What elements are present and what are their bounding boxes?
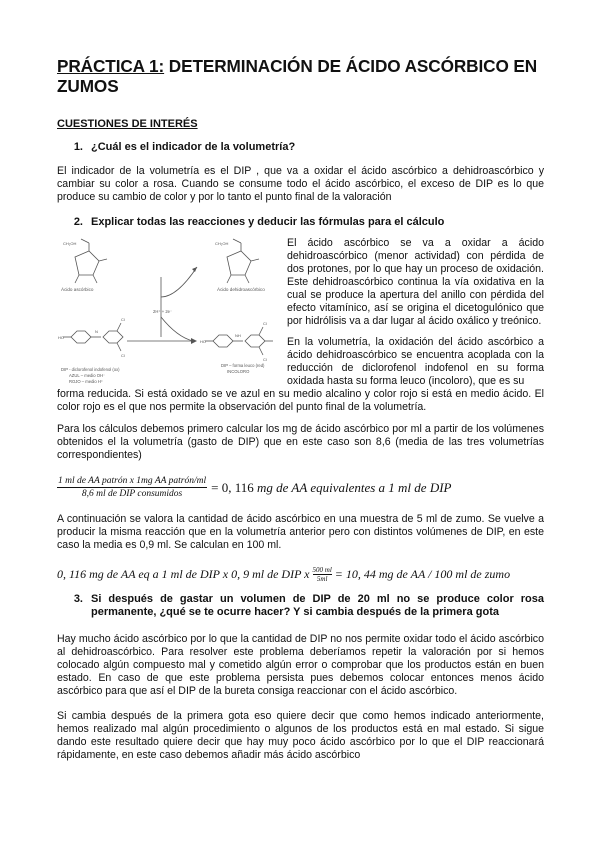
leuco-nh: NH xyxy=(235,333,241,338)
arrow-head-right xyxy=(191,338,197,344)
ascorbic-ch2oh: CH₂OH xyxy=(63,241,77,246)
question-3-text: Si después de gastar un volumen de DIP de 20 ml no se produce color rosa permanente, ¿qué se te ocurre hacer? Y si cambia después de la primera gota xyxy=(91,593,544,618)
question-2 xyxy=(57,216,544,228)
sample-paragraph: A continuación se valora la cantidad de ácido ascórbico en una muestra de 5 ml de zumo. Se vuelve a producir la misma reacción que en la volumetría anterior pero con distintos volúmenes de DIP, en este caso la media es 0,9 ml. Se calculan en 100 ml. xyxy=(57,513,544,551)
formula-1-numerator: 1 ml de AA patrón x 1mg AA patrón/ml xyxy=(58,476,207,486)
dip-oxidized-structure xyxy=(63,323,123,351)
question-1-number: 1. xyxy=(73,141,83,153)
formula-1-rest: mg de AA equivalentes a 1 ml de DIP xyxy=(257,479,452,495)
formula-1-eq: = 0, 116 xyxy=(211,479,254,495)
reaction-figure xyxy=(57,237,279,387)
dip-n: N xyxy=(95,329,98,334)
formula-2-fraction xyxy=(313,566,332,583)
label-leuco-2: INCOLORO xyxy=(227,369,250,374)
label-ascorbico: Ácido ascórbico xyxy=(61,287,94,292)
formula-2-frac-num: 500 ml xyxy=(312,566,332,574)
answer-3-paragraph-2: Si cambia después de la primera gota eso quiere decir que como hemos indicado anteriormente, hemos realizado mal algún procedimiento o algunos de los productos está en mal estado. Si sigue dando este resultado quiere decir que hay muy poco ácido ascórbico por lo que el DIP reaccionará rápidamente, en este caso debemos añadir más ácido ascórbico xyxy=(57,710,544,761)
question-1-text: ¿Cuál es el indicador de la volumetría? xyxy=(91,141,296,153)
leuco-cl1: Cl xyxy=(263,321,267,326)
formula-2-frac-den: 5ml xyxy=(316,575,328,583)
page-title xyxy=(57,56,544,96)
section-heading: CUESTIONES DE INTERÉS xyxy=(57,118,198,130)
formula-1-denominator: 8,6 ml de DIP consumidos xyxy=(81,489,183,499)
reaction-diagram xyxy=(57,237,279,387)
formula-1-result xyxy=(211,480,451,496)
ascorbic-acid-structure xyxy=(75,239,107,283)
dehydro-ch2oh: CH₂OH xyxy=(215,241,229,246)
dip-cl2: Cl xyxy=(121,353,125,358)
title-prefix: PRÁCTICA 1: xyxy=(57,56,165,76)
formula-2 xyxy=(57,566,544,583)
dip-cl1: Cl xyxy=(121,317,125,322)
question-2-text: Explicar todas las reacciones y deducir las fórmulas para el cálculo xyxy=(91,216,445,228)
dehydroascorbic-acid-structure xyxy=(227,239,259,283)
formula-2-right: = 10, 44 mg de AA / 100 ml de zumo xyxy=(334,567,511,581)
label-dip-3: ROJO – medio H⁺ xyxy=(69,379,104,384)
reaction-paragraph-1: El ácido ascórbico se va a oxidar a ácido dehidroascórbico (menor actividad) con pérdida de dos protones, por lo que hay un proceso de oxidación. Este dehidroascórbico continua la vía oxidativa en la cual se produce la apertura del anillo con pérdida del efecto vitamínico, así se origina el dicetogulónico que por hidrólisis va a dar lugar al ácido oxálico y treónico. xyxy=(287,237,544,327)
reaction-arrows xyxy=(127,267,197,341)
reaction-section xyxy=(57,237,544,388)
formula-1 xyxy=(57,476,544,499)
question-2-number: 2. xyxy=(73,216,83,228)
reaction-paragraph-continuation: forma reducida. Si está oxidado se ve azul en su medio alcalino y color rojo si está en medio ácido. El color rojo es el que nos permite la observación del punto final de la volumetría. xyxy=(57,388,544,413)
answer-3-paragraph-1: Hay mucho ácido ascórbico por lo que la cantidad de DIP no nos permite oxidar todo el ácido ascórbico al dehidroascórbico. Para resolver este problema deberíamos repetir la valoración por si hemos colocado algún compuesto mal y cometido algún error o comprobar que los productos están en buen estado. En caso de que este problema persista pues debemos colocar entonces menos ácido ascórbico para que así el DIP de la bureta consiga reaccionar con el ácido ascórbico. xyxy=(57,633,544,697)
question-1 xyxy=(57,141,544,153)
dip-ho: HO xyxy=(58,335,64,340)
title-rest: DETERMINACIÓN DE ÁCIDO ASCÓRBICO EN ZUMOS xyxy=(57,56,538,96)
label-dip-2: AZUL – medio OH⁻ xyxy=(69,373,106,378)
question-3 xyxy=(57,593,544,619)
label-2h: 2H⁺ + 2e⁻ xyxy=(153,309,173,314)
formula-2-left: 0, 116 mg de AA eq a 1 ml de DIP x 0, 9 ml de DIP x xyxy=(57,567,310,581)
reaction-paragraph-2: En la volumetría, la oxidación del ácido ascórbico a ácido dehidroascórbico se encuentra acoplada con la reducción de diclorofenol indofenol en su forma oxidada hasta su forma leuco (incoloro), que es su xyxy=(287,336,544,387)
label-leuco-1: DIP – forma leuco (red) xyxy=(221,363,265,368)
document-page xyxy=(57,56,544,762)
reaction-explanation xyxy=(279,237,544,388)
label-dip-1: DIP - diclorofenol indofenol (ox) xyxy=(61,367,120,372)
answer-1: El indicador de la volumetría es el DIP , que va a oxidar el ácido ascórbico a dehidroascórbico y cambiar su color a rosa. Cuando se consume todo el ácido ascórbico, el exceso de DIP es lo que produce su cambio de color y por lo tanto el punto final de la valoración xyxy=(57,165,544,203)
leuco-cl2: Cl xyxy=(263,357,267,362)
dip-leuco-structure xyxy=(205,327,273,355)
leuco-ho: HO xyxy=(200,339,206,344)
label-dehidro: Ácido dehidroascórbico xyxy=(217,287,265,292)
question-3-number: 3. xyxy=(73,593,83,605)
arrow-head-up xyxy=(192,267,197,272)
formula-1-fraction xyxy=(57,476,207,499)
calculation-paragraph: Para los cálculos debemos primero calcular los mg de ácido ascórbico por ml a partir de los volúmenes obtenidos el la volumetría (gasto de DIP) que en este caso son 8,6 (media de las tres volumetrías correspondientes) xyxy=(57,423,544,461)
